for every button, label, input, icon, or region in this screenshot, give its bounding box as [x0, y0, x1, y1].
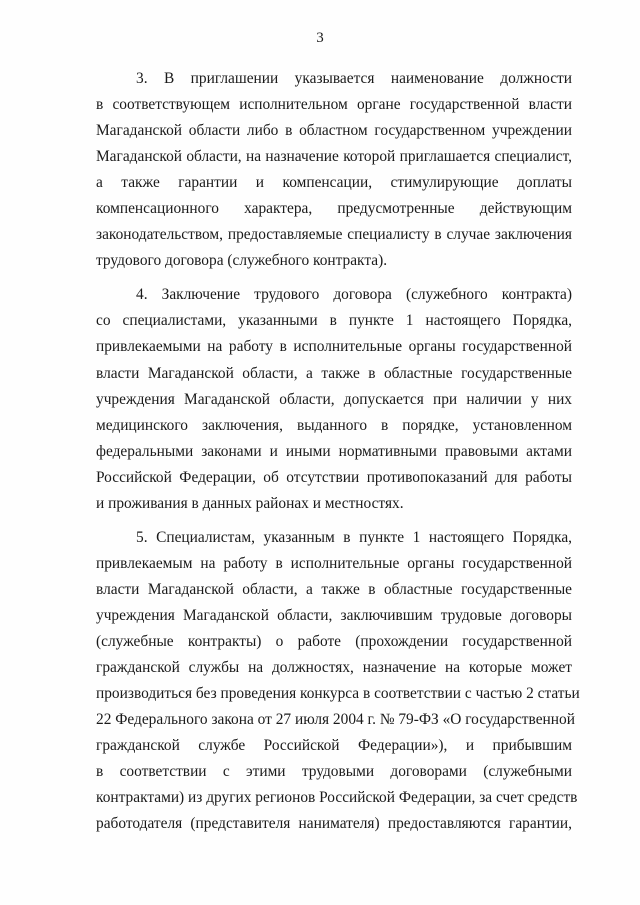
text-line: компенсационного характера, предусмотренные действующим: [96, 200, 572, 218]
text-line: гражданской службы на должностях, назначение на которые может: [96, 659, 572, 677]
paragraph-gap: [96, 274, 572, 282]
text-line: власти Магаданской области, а также в областные государственные: [96, 580, 572, 598]
text-line: гражданской службе Российской Федерации»), и прибывшим: [96, 737, 572, 755]
text-line: привлекаемым на работу в исполнительные органы государственной: [96, 554, 572, 572]
page-number: 3: [316, 30, 324, 46]
text-line: производиться без проведения конкурса в соответствии с частью 2 статьи: [96, 685, 580, 703]
text-line: и проживания в данных районах и местностях.: [96, 494, 404, 512]
paragraph-5: [96, 525, 580, 838]
text-line: Российской Федерации, об отсутствии противопоказаний для работы: [96, 468, 572, 486]
text-line: учреждения Магаданской области, допускается при наличии у них: [96, 390, 572, 408]
paragraph-3: [96, 66, 572, 274]
text-line: федеральными законами и иными нормативными правовыми актами: [96, 442, 572, 460]
text-line: 5. Специалистам, указанным в пункте 1 настоящего Порядка,: [136, 528, 572, 546]
text-line: со специалистами, указанными в пункте 1 настоящего Порядка,: [96, 312, 572, 330]
text-line: учреждения Магаданской области, заключившим трудовые договоры: [96, 606, 572, 624]
text-line: власти Магаданской области, а также в областные государственные: [96, 364, 572, 382]
text-line: 4. Заключение трудового договора (служебного контракта): [136, 286, 572, 304]
text-line: (служебные контракты) о работе (прохождении государственной: [96, 632, 572, 650]
text-line: 3. В приглашении указывается наименование должности: [136, 70, 572, 87]
text-line: контрактами) из других регионов Российской Федерации, за счет средств: [96, 789, 578, 807]
text-line: медицинского заключения, выданного в порядке, установленном: [96, 416, 572, 434]
text-line: а также гарантии и компенсации, стимулирующие доплаты: [96, 174, 572, 192]
paragraph-4: [96, 282, 572, 516]
text-line: в соответствии с этими трудовыми договорами (служебными: [96, 763, 572, 781]
document-body: [96, 66, 580, 837]
text-line: 22 Федерального закона от 27 июля 2004 г. № 79-ФЗ «О государственной: [96, 711, 575, 729]
text-line: трудового договора (служебного контракта).: [96, 252, 388, 270]
text-line: Магаданской области либо в областном государственном учреждении: [96, 122, 572, 140]
text-line: в соответствующем исполнительном органе государственной власти: [96, 96, 572, 114]
text-line: работодателя (представителя нанимателя) предоставляются гарантии,: [96, 815, 572, 833]
paragraph-gap: [96, 517, 572, 525]
text-line: законодательством, предоставляемые специалисту в случае заключения: [96, 226, 572, 244]
text-line: Магаданской области, на назначение которой приглашается специалист,: [96, 148, 572, 166]
text-line: привлекаемыми на работу в исполнительные органы государственной: [96, 338, 572, 356]
